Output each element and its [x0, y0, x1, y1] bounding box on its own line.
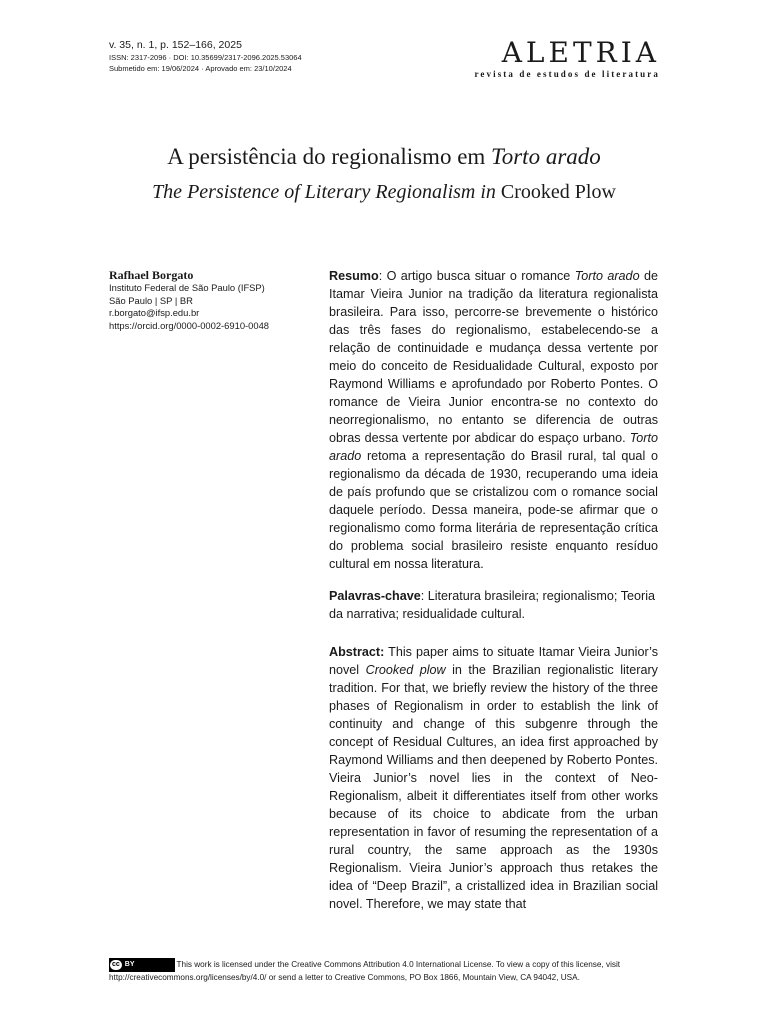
cc-logo-icon: cc: [112, 961, 120, 968]
resumo-italic-2: Torto arado: [329, 431, 658, 463]
resumo-text-2: de Itamar Vieira Junior na tradição da literatura regionalista brasileira. Para isso, percorre-se brevemente o histórico das três fases do regionalismo, estabelecendo-se a relação de continuidade e mudança dessa vertente por meio do conceito de Residualidade Cultural, exposto por Raymond Williams e aprofundado por Roberto Pontes. O romance de Vieira Junior encontra-se no contexto do neorregionalismo, no entanto se diferencia de outras obras dessa vertente por abdicar do espaço urbano.: [329, 269, 658, 445]
keywords-label: Palavras-chave: [329, 589, 421, 603]
keywords-paragraph: [329, 587, 658, 623]
resumo-text-3: retoma a representação do Brasil rural, tal qual o regionalismo da década de 1930, recuperando uma ideia de país profundo que se cristalizou com o romance social daquele período. Dessa maneira, pode-se afirmar que o regionalismo como forma literária de representação crítica do problema social brasileiro resiste enquanto resíduo cultural em nossa literatura.: [329, 449, 658, 571]
journal-subtitle: revista de estudos de literatura: [474, 69, 660, 79]
article-title-en: [0, 181, 768, 204]
title-pt-italic: Torto arado: [491, 144, 601, 169]
resumo-text-1: : O artigo busca situar o romance: [378, 269, 575, 283]
resumo-italic-1: Torto arado: [574, 269, 640, 283]
author-email[interactable]: r.borgato@ifsp.edu.br: [109, 307, 200, 319]
author-affiliation: Instituto Federal de São Paulo (IFSP): [109, 282, 265, 293]
abstract-label: Abstract:: [329, 645, 385, 659]
journal-logo: ALETRIA: [501, 36, 660, 69]
article-metadata: [109, 39, 369, 74]
author-orcid[interactable]: https://orcid.org/0000-0002-6910-0048: [109, 319, 270, 331]
resumo-section: [329, 267, 658, 573]
license-text: This work is licensed under the Creative Commons Attribution 4.0 International License. To view a copy of this license, visit http://creativecommons.org/licenses/by/4.0/ or send a letter to Creative Commons, PO Box 1866, Mountain View, CA 94042, USA.: [109, 960, 621, 982]
submission-dates: Submetido em: 19/06/2024 · Aprovado em: 23/10/2024: [109, 64, 292, 73]
license-footer: [109, 958, 661, 984]
by-label: BY: [124, 961, 135, 968]
keywords-text: : Literatura brasileira; regionalismo; Teoria da narrativa; residualidade cultural.: [329, 589, 655, 621]
resumo-label: Resumo: [329, 269, 379, 283]
abstract-text-2: in the Brazilian regionalistic literary tradition. For that, we briefly review the history of the three phases of Regionalism in order to establish the link of continuity and change of this subgenre through the concept of Residual Cultures, an idea first approached by Raymond Williams and then deepened by Roberto Pontes. Vieira Junior’s novel lies in the context of Neo-Regionalism, albeit it differentiates itself from other works because of its choice to abdicate from the urban representation in favor of resuming the representation of a rural country, the same approach as the 1930s Regionalism. Vieira Junior’s approach thus retakes the idea of “Deep Brazil”, a cristallized idea in Brazilian social novel. Therefore, we may state that: [329, 663, 658, 911]
article-title-pt: [0, 144, 768, 170]
author-block: [109, 268, 309, 332]
issn-doi: ISSN: 2317-2096 · DOI: 10.35699/2317-2096.2025.53064: [109, 53, 302, 62]
abstract-italic-1: Crooked plow: [365, 663, 446, 677]
resumo-paragraph: [329, 267, 658, 573]
title-en-italic: The Persistence of Literary Regionalism in: [152, 181, 501, 203]
cc-by-badge[interactable]: [109, 958, 175, 972]
author-location: São Paulo | SP | BR: [109, 294, 193, 306]
title-pt-text: A persistência do regionalismo em: [167, 144, 492, 169]
abstract-text-1: This paper aims to situate Itamar Vieira Junior’s novel: [329, 645, 658, 677]
author-name: Rafhael Borgato: [109, 268, 194, 282]
volume-info: v. 35, n. 1, p. 152–166, 2025: [109, 39, 242, 51]
badge-fill: [138, 959, 174, 971]
title-en-text: Crooked Plow: [500, 181, 616, 203]
abstract-section: [329, 643, 658, 913]
keywords-section: [329, 587, 658, 623]
journal-brand: [470, 38, 660, 80]
abstract-paragraph: [329, 643, 658, 913]
